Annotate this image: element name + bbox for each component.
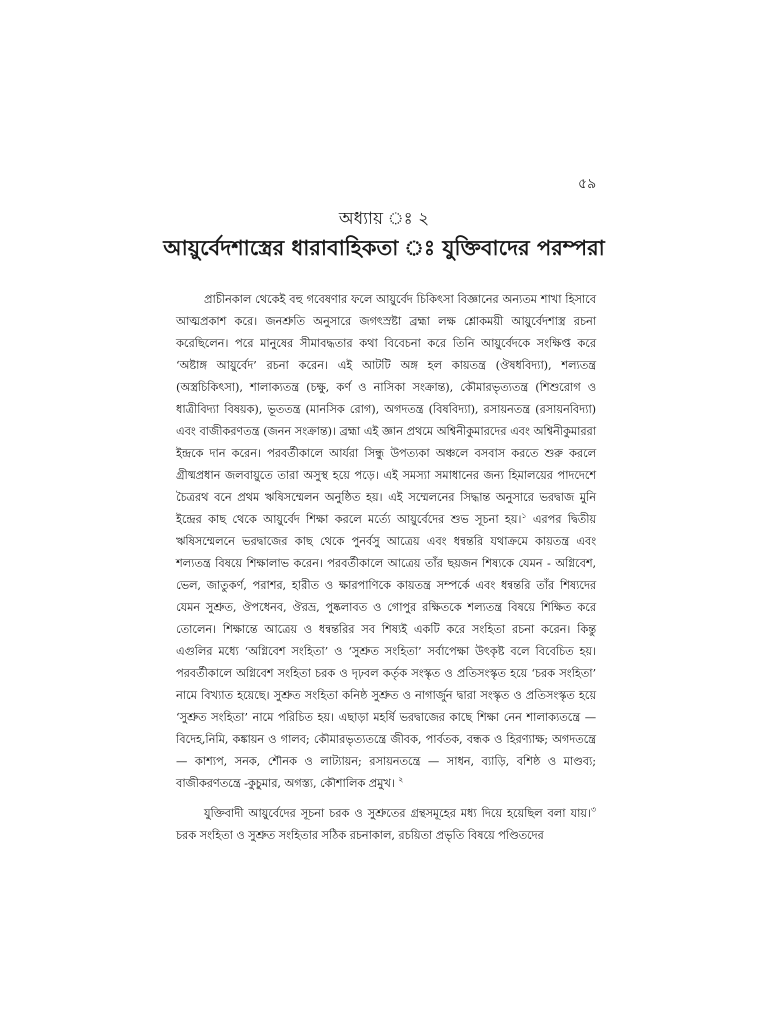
- chapter-label: অধ্যায় ঃ ২: [338, 209, 430, 229]
- paragraph-1-text: প্রাচীনকাল থেকেই বহু গবেষণার ফলে আয়ুর্বেদ চিকিৎসা বিজ্ঞানের অন্যতম শাখা হিসাবে আত্মপ্রকাশ করে। জনশ্রুতি অনুসারে জগৎস্রষ্টা ব্রহ্মা লক্ষ শ্লোকময়ী আয়ুর্বেদশাস্ত্র রচনা করেছিলেন। পরে মানুষের সীমাবদ্ধতার কথা বিবেচনা করে তিনি আয়ুর্বেদকে সংক্ষিপ্ত করে ‘অষ্টাঙ্গ আয়ুর্বেদ’ রচনা করেন। এই আটটি অঙ্গ হল কায়তন্ত্র (ঔষধবিদ্যা), শল্যতন্ত্র (অস্ত্রচিকিৎসা), শালাক্যতন্ত্র (চক্ষু, কর্ণ ও নাসিকা সংক্রান্ত), কৌমারভৃত্যতন্ত্র (শিশুরোগ ও ধাত্রীবিদ্যা বিষয়ক), ভূততন্ত্র (মানসিক রোগ), অগদতন্ত্র (বিষবিদ্যা), রসায়নতন্ত্র (রসায়নবিদ্যা) এবং বাজীকরণতন্ত্র (জনন সংক্রান্ত)। ব্রহ্মা এই জ্ঞান প্রথমে অশ্বিনীকুমারদের এবং অশ্বিনীকুমাররা ইন্দ্রকে দান করেন। পরবর্তীকালে আর্যরা সিন্ধু উপত্যকা অঞ্চলে বসবাস করতে শুরু করলে গ্রীষ্মপ্রধান জলবায়ুতে তারা অসুস্থ হয়ে পড়ে। এই সমস্যা সমাধানের জন্য হিমালয়ের পাদদেশে চৈত্ররথ বনে প্রথম ঋষিসম্মেলন অনুষ্ঠিত হয়। এই সম্মেলনের সিদ্ধান্ত অনুসারে ভরদ্বাজ মুনি ইন্দ্রের কাছ থেকে আয়ুর্বেদ শিক্ষা করলে মর্ত্যে আয়ুর্বেদের শুভ সূচনা হয়।: [176, 292, 596, 526]
- footnote-ref-3: ৩: [590, 805, 596, 815]
- chapter-title: আয়ুর্বেদশাস্ত্রের ধারাবাহিকতা ঃ যুক্তিবাদের পরম্পরা: [163, 235, 605, 260]
- footnote-ref-1: ১: [521, 511, 527, 521]
- body-text: [176, 288, 596, 846]
- paragraph-2-text: যুক্তিবাদী আয়ুর্বেদের সূচনা চরক ও সুশ্রুতের গ্রন্থসমূহের মধ্য দিয়ে হয়েছিল বলা যায়।: [204, 806, 591, 820]
- page-number: ৫৯: [578, 176, 597, 192]
- paragraph-1: [176, 288, 596, 794]
- paragraph-2: [176, 802, 596, 846]
- footnote-ref-2: ২: [398, 775, 404, 785]
- paragraph-1-text-cont: এরপর দ্বিতীয় ঋষিসম্মেলনে ভরদ্বাজের কাছ থেকে পুনর্বসু আত্রেয় এবং ধন্বন্তরি যথাক্রমে কায়তন্ত্র এবং শল্যতন্ত্র বিষয়ে শিক্ষালাভ করেন। পরবর্তীকালে আত্রেয় তাঁর ছয়জন শিষ্যকে যেমন - অগ্নিবেশ, ভেল, জাতুকর্ণ, পরাশর, হারীত ও ক্ষারপাণিকে কায়তন্ত্র সম্পর্কে এবং ধন্বন্তরি তাঁর শিষ্যদের যেমন সুশ্রুত, ঔপধেনব, ঔরভ্র, পুষ্কলাবত ও গোপুর রক্ষিতকে শল্যতন্ত্র বিষয়ে শিক্ষিত করে তোলেন। শিক্ষান্তে আত্রেয় ও ধন্বন্তরির সব শিষ্যই একটি করে সংহিতা রচনা করেন। কিন্তু এগুলির মধ্যে ‘অগ্নিবেশ সংহিতা’ ও ‘সুশ্রুত সংহিতা’ সর্বাপেক্ষা উৎকৃষ্ট বলে বিবেচিত হয়। পরবর্তীকালে অগ্নিবেশ সংহিতা চরক ও দৃঢ়বল কর্তৃক সংস্কৃত ও প্রতিসংস্কৃত হয়ে ‘চরক সংহিতা’ নামে বিখ্যাত হয়েছে। সুশ্রুত সংহিতা কনিষ্ঠ সুশ্রুত ও নাগার্জুন দ্বারা সংস্কৃত ও প্রতিসংস্কৃত হয়ে ‘সুশ্রুত সংহিতা’ নামে পরিচিত হয়। এছাড়া মহর্ষি ভরদ্বাজের কাছে শিক্ষা নেন শালাক্যতন্ত্রে — বিদেহ,নিমি, কঙ্কায়ন ও গালব; কৌমারভৃত্যতন্ত্রে জীবক, পার্বতক, বন্ধক ও হিরণ্যাক্ষ; অগদতন্ত্রে — কাশ্যপ, সনক, শৌনক ও লাট্যায়ন; রসায়নতন্ত্রে — সাধন, ব্যাড়ি, বশিষ্ঠ ও মাণ্ডব্য; বাজীকরণতন্ত্রে -কুচুমার, অগস্ত্য, কৌশালিক প্রমুখ।: [176, 512, 596, 790]
- paragraph-2-text-cont: চরক সংহিতা ও সুশ্রুত সংহিতার সঠিক রচনাকাল, রচয়িতা প্রভৃতি বিষয়ে পণ্ডিতদের: [176, 828, 544, 842]
